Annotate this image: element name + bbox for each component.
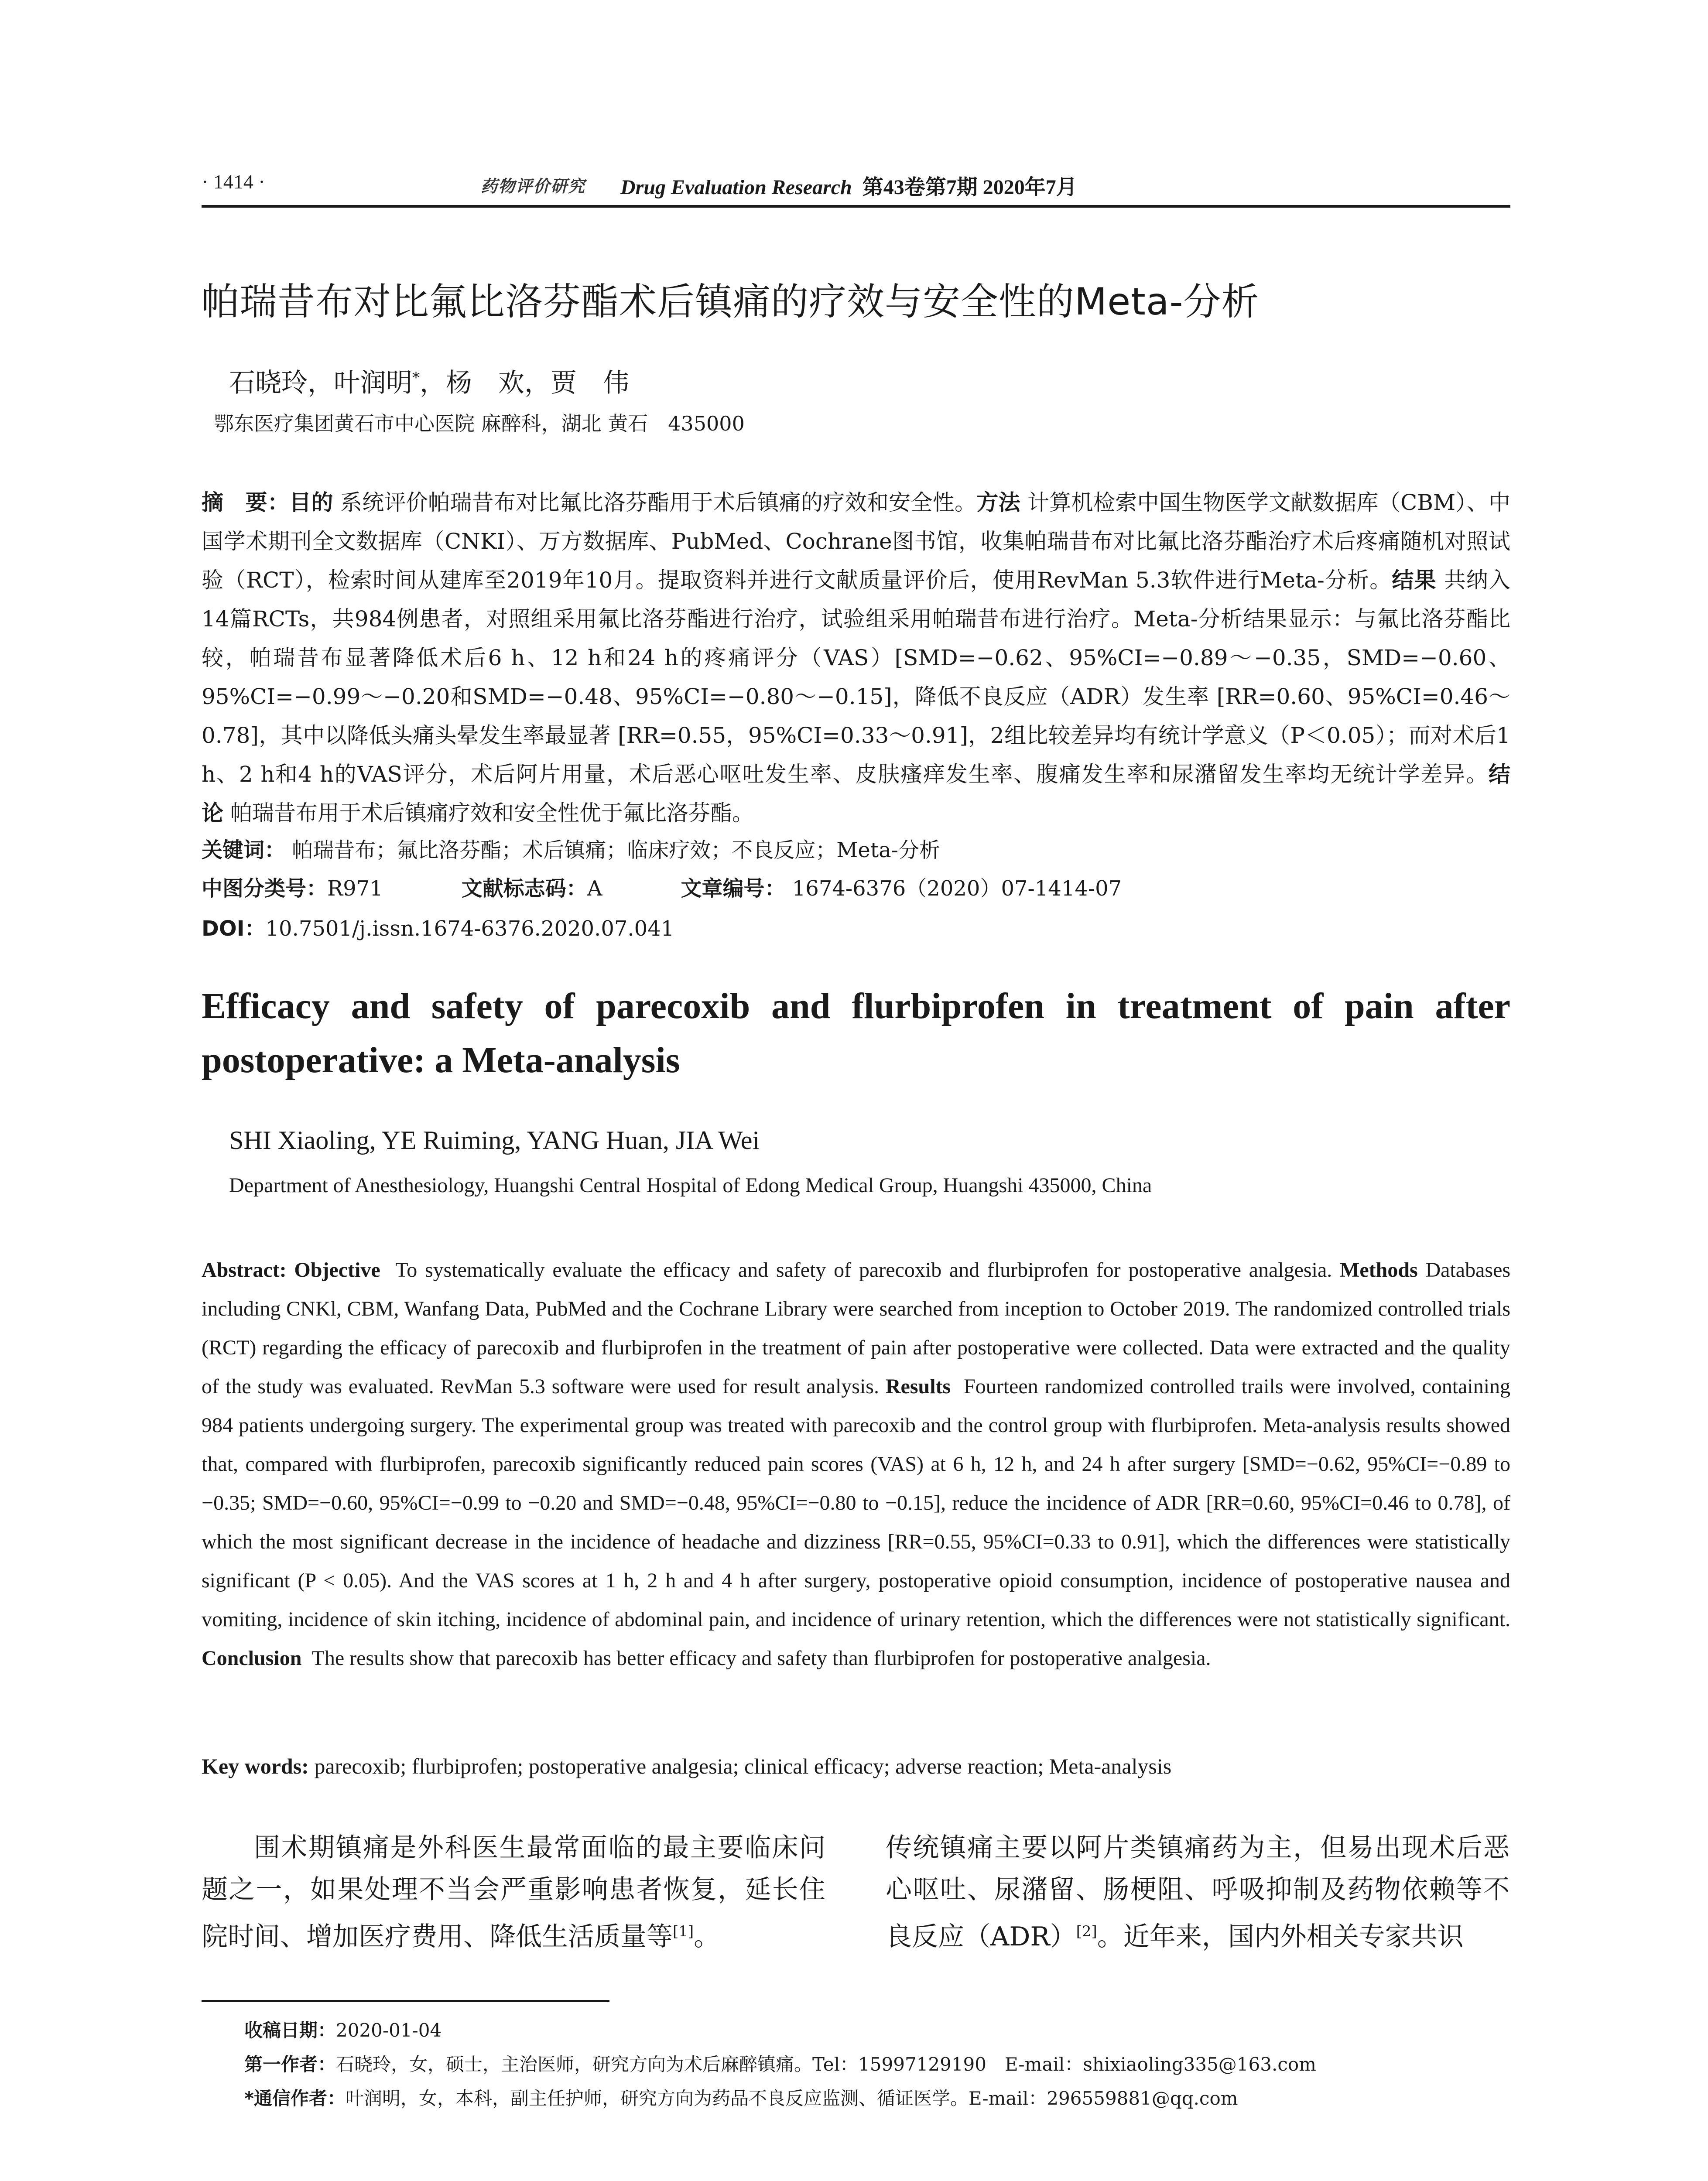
authors-part1: 石晓玲，叶润明 [229, 368, 412, 398]
chinese-keywords [202, 833, 940, 863]
body-column-left [202, 1827, 825, 1958]
keywords-label: 关键词： [202, 838, 286, 862]
body-column-right [886, 1827, 1509, 1958]
journal-logo: 药物评价研究 [481, 178, 586, 196]
ref-2: [2] [1076, 1923, 1097, 1940]
conclusion-label: 结论 [202, 762, 1510, 826]
received-label: 收稿日期： [244, 2020, 336, 2041]
english-abstract [202, 1251, 1510, 1678]
methods-text: 计算机检索中国生物医学文献数据库（CBM）、中国学术期刊全文数据库（CNKI）、万方数据库、PubMed、Cochrane图书馆，收集帕瑞昔布对比氟比洛芬酯治疗术后疼痛随机对照试验（RCT），检索时间从建库至2019年10月。提取资料并进行文献质量评价后，使用RevMan 5.3软件进行Meta-分析。 [202, 490, 1511, 593]
en-results-text: Fourteen randomized controlled trails were involved, containing 984 patients undergoing surgery. The experimental group was treated with parecoxib and the control group with flurbiprofen. Meta-analysis results showed that, compared with flurbiprofen, parecoxib significantly reduced pain scores (VAS) at 6 h, 12 h, and 24 h after surgery [SMD=−0.62, 95%CI=−0.89 to −0.35; SMD=−0.60, 95%CI=−0.99 to −0.20 and SMD=−0.48, 95%CI=−0.80 to −0.15], reduce the incidence of ADR [RR=0.60, 95%CI=0.46 to 0.78], of which the most significant decrease in the incidence of headache and dizziness [RR=0.55, 95%CI=0.33 to 0.91], which the differences were statistically significant (P < 0.05). And the VAS scores at 1 h, 2 h and 4 h after surgery, postoperative opioid consumption, incidence of postoperative nausea and vomiting, incidence of skin itching, incidence of abdominal pain, and incidence of urinary retention, which the differences were not statistically significant. [202, 1375, 1511, 1631]
authors-part2: ，杨 欢，贾 伟 [420, 368, 629, 398]
corresponding-text: 叶润明，女，本科，副主任护师，研究方向为药品不良反应监测、循证医学。E-mail：296559881@qq.com [345, 2088, 1238, 2109]
en-keywords-text: parecoxib; flurbiprofen; postoperative analgesia; clinical efficacy; adverse reaction; Meta-analysis [314, 1754, 1172, 1778]
footnote-first-author [244, 2050, 1316, 2076]
conclusion-text: 帕瑞昔布用于术后镇痛疗效和安全性优于氟比洛芬酯。 [230, 800, 754, 826]
en-abstract-label: Abstract: [202, 1258, 287, 1282]
en-conclusion-text: The results show that parecoxib has better efficacy and safety than flurbiprofen for postoperative analgesia. [311, 1647, 1211, 1670]
first-author-text: 石晓玲，女，硕士，主治医师，研究方向为术后麻醉镇痛。Tel：15997129190 E-mail：shixiaoling335@163.com [336, 2054, 1316, 2075]
clc-value: R971 [327, 876, 383, 901]
en-keywords-label: Key words: [202, 1754, 309, 1778]
classification-line [202, 872, 1122, 902]
doi-label: DOI： [202, 916, 266, 941]
results-text: 共纳入14篇RCTs，共984例患者，对照组采用氟比洛芬酯进行治疗，试验组采用帕瑞昔布进行治疗。Meta-分析结果显示：与氟比洛芬酯比较，帕瑞昔布显著降低术后6 h、12 h和24 h的疼痛评分（VAS）[SMD=−0.62、95%CI=−0.89～−0.35，SMD=−0.60、95%CI=−0.99～−0.20和SMD=−0.48、95%CI=−0.80～−0.15]，降低不良反应（ADR）发生率 [RR=0.60、95%CI=0.46～0.78]，其中以降低头痛头晕发生率最显著 [RR=0.55，95%CI=0.33～0.91]，2组比较差异均有统计学意义（P＜0.05）；而对术后1 h、2 h和4 h的VAS评分，术后阿片用量，术后恶心呕吐发生率、皮肤瘙痒发生率、腹痛发生率和尿潴留发生率均无统计学差异。 [202, 567, 1510, 787]
footnote-corresponding [244, 2084, 1238, 2110]
journal-issue: 第43卷第7期 2020年7月 [862, 176, 1077, 199]
first-author-label: 第一作者： [244, 2054, 336, 2075]
journal-info [620, 170, 1077, 200]
en-objective-label: Objective [294, 1258, 380, 1282]
en-results-label: Results [885, 1375, 951, 1398]
en-methods-text: Databases including CNKl, CBM, Wanfang Data, PubMed and the Cochrane Library were searched from inception to October 2019. The randomized controlled trials (RCT) regarding the efficacy of parecoxib and flurbiprofen in the treatment of pain after postoperative were collected. Data were extracted and the quality of the study was evaluated. RevMan 5.3 software were used for result analysis. [202, 1258, 1511, 1398]
doi-value: 10.7501/j.issn.1674-6376.2020.07.041 [265, 916, 674, 941]
english-keywords [202, 1754, 1171, 1779]
english-authors: SHI Xiaoling, YE Ruiming, YANG Huan, JIA Wei [229, 1126, 760, 1155]
footnote-rule [202, 2000, 609, 2002]
journal-name: Drug Evaluation Research [620, 176, 852, 199]
chinese-title: 帕瑞昔布对比氟比洛芬酯术后镇痛的疗效与安全性的Meta-分析 [202, 280, 1260, 324]
objective-label: 目的 [289, 490, 333, 515]
chinese-authors [229, 362, 629, 400]
ref-1: [1] [673, 1923, 694, 1940]
corresponding-mark: * [412, 369, 420, 386]
body-left-text: 围术期镇痛是外科医生最常面临的最主要临床问题之一，如果处理不当会严重影响患者恢复，延长住院时间、增加医疗费用、降低生活质量等 [202, 1832, 825, 1952]
body-right-text: 传统镇痛主要以阿片类镇痛药为主，但易出现术后恶心呕吐、尿潴留、肠梗阻、呼吸抑制及药物依赖等不良反应（ADR） [886, 1832, 1509, 1952]
article-no-label: 文章编号： [681, 876, 786, 901]
body-left-end: 。 [694, 1921, 720, 1952]
methods-label: 方法 [976, 490, 1020, 515]
chinese-affiliation: 鄂东医疗集团黄石市中心医院 麻醉科，湖北 黄石 435000 [214, 412, 745, 435]
objective-text: 系统评价帕瑞昔布对比氟比洛芬酯用于术后镇痛的疗效和安全性。 [340, 490, 977, 515]
header-rule [202, 205, 1510, 208]
doi-line [202, 912, 674, 942]
page-header [202, 170, 1510, 209]
keywords-text: 帕瑞昔布；氟比洛芬酯；术后镇痛；临床疗效；不良反应；Meta-分析 [292, 838, 940, 862]
english-title: Efficacy and safety of parecoxib and flurbiprofen in treatment of pain after postoperative: a Meta-analysis [202, 986, 1510, 1080]
chinese-abstract [202, 483, 1510, 833]
body-right-end: 。近年来，国内外相关专家共识 [1097, 1921, 1464, 1952]
en-methods-label: Methods [1340, 1258, 1418, 1282]
article-no-value: 1674-6376（2020）07-1414-07 [792, 876, 1122, 901]
doc-code-value: A [587, 876, 602, 901]
footnote-received [244, 2016, 442, 2042]
clc-label: 中图分类号： [202, 876, 328, 901]
en-objective-text: To systematically evaluate the efficacy and safety of parecoxib and flurbiprofen for postoperative analgesia. [395, 1258, 1332, 1282]
english-affiliation: Department of Anesthesiology, Huangshi Central Hospital of Edong Medical Group, Huangshi 435000, China [229, 1174, 1152, 1197]
corresponding-label: *通信作者： [244, 2088, 346, 2109]
results-label: 结果 [1392, 567, 1437, 593]
received-date: 2020-01-04 [336, 2020, 442, 2041]
en-conclusion-label: Conclusion [202, 1647, 302, 1670]
abstract-label: 摘 要： [202, 490, 290, 515]
page-number: · 1414 · [202, 171, 265, 193]
doc-code-label: 文献标志码： [461, 876, 587, 901]
